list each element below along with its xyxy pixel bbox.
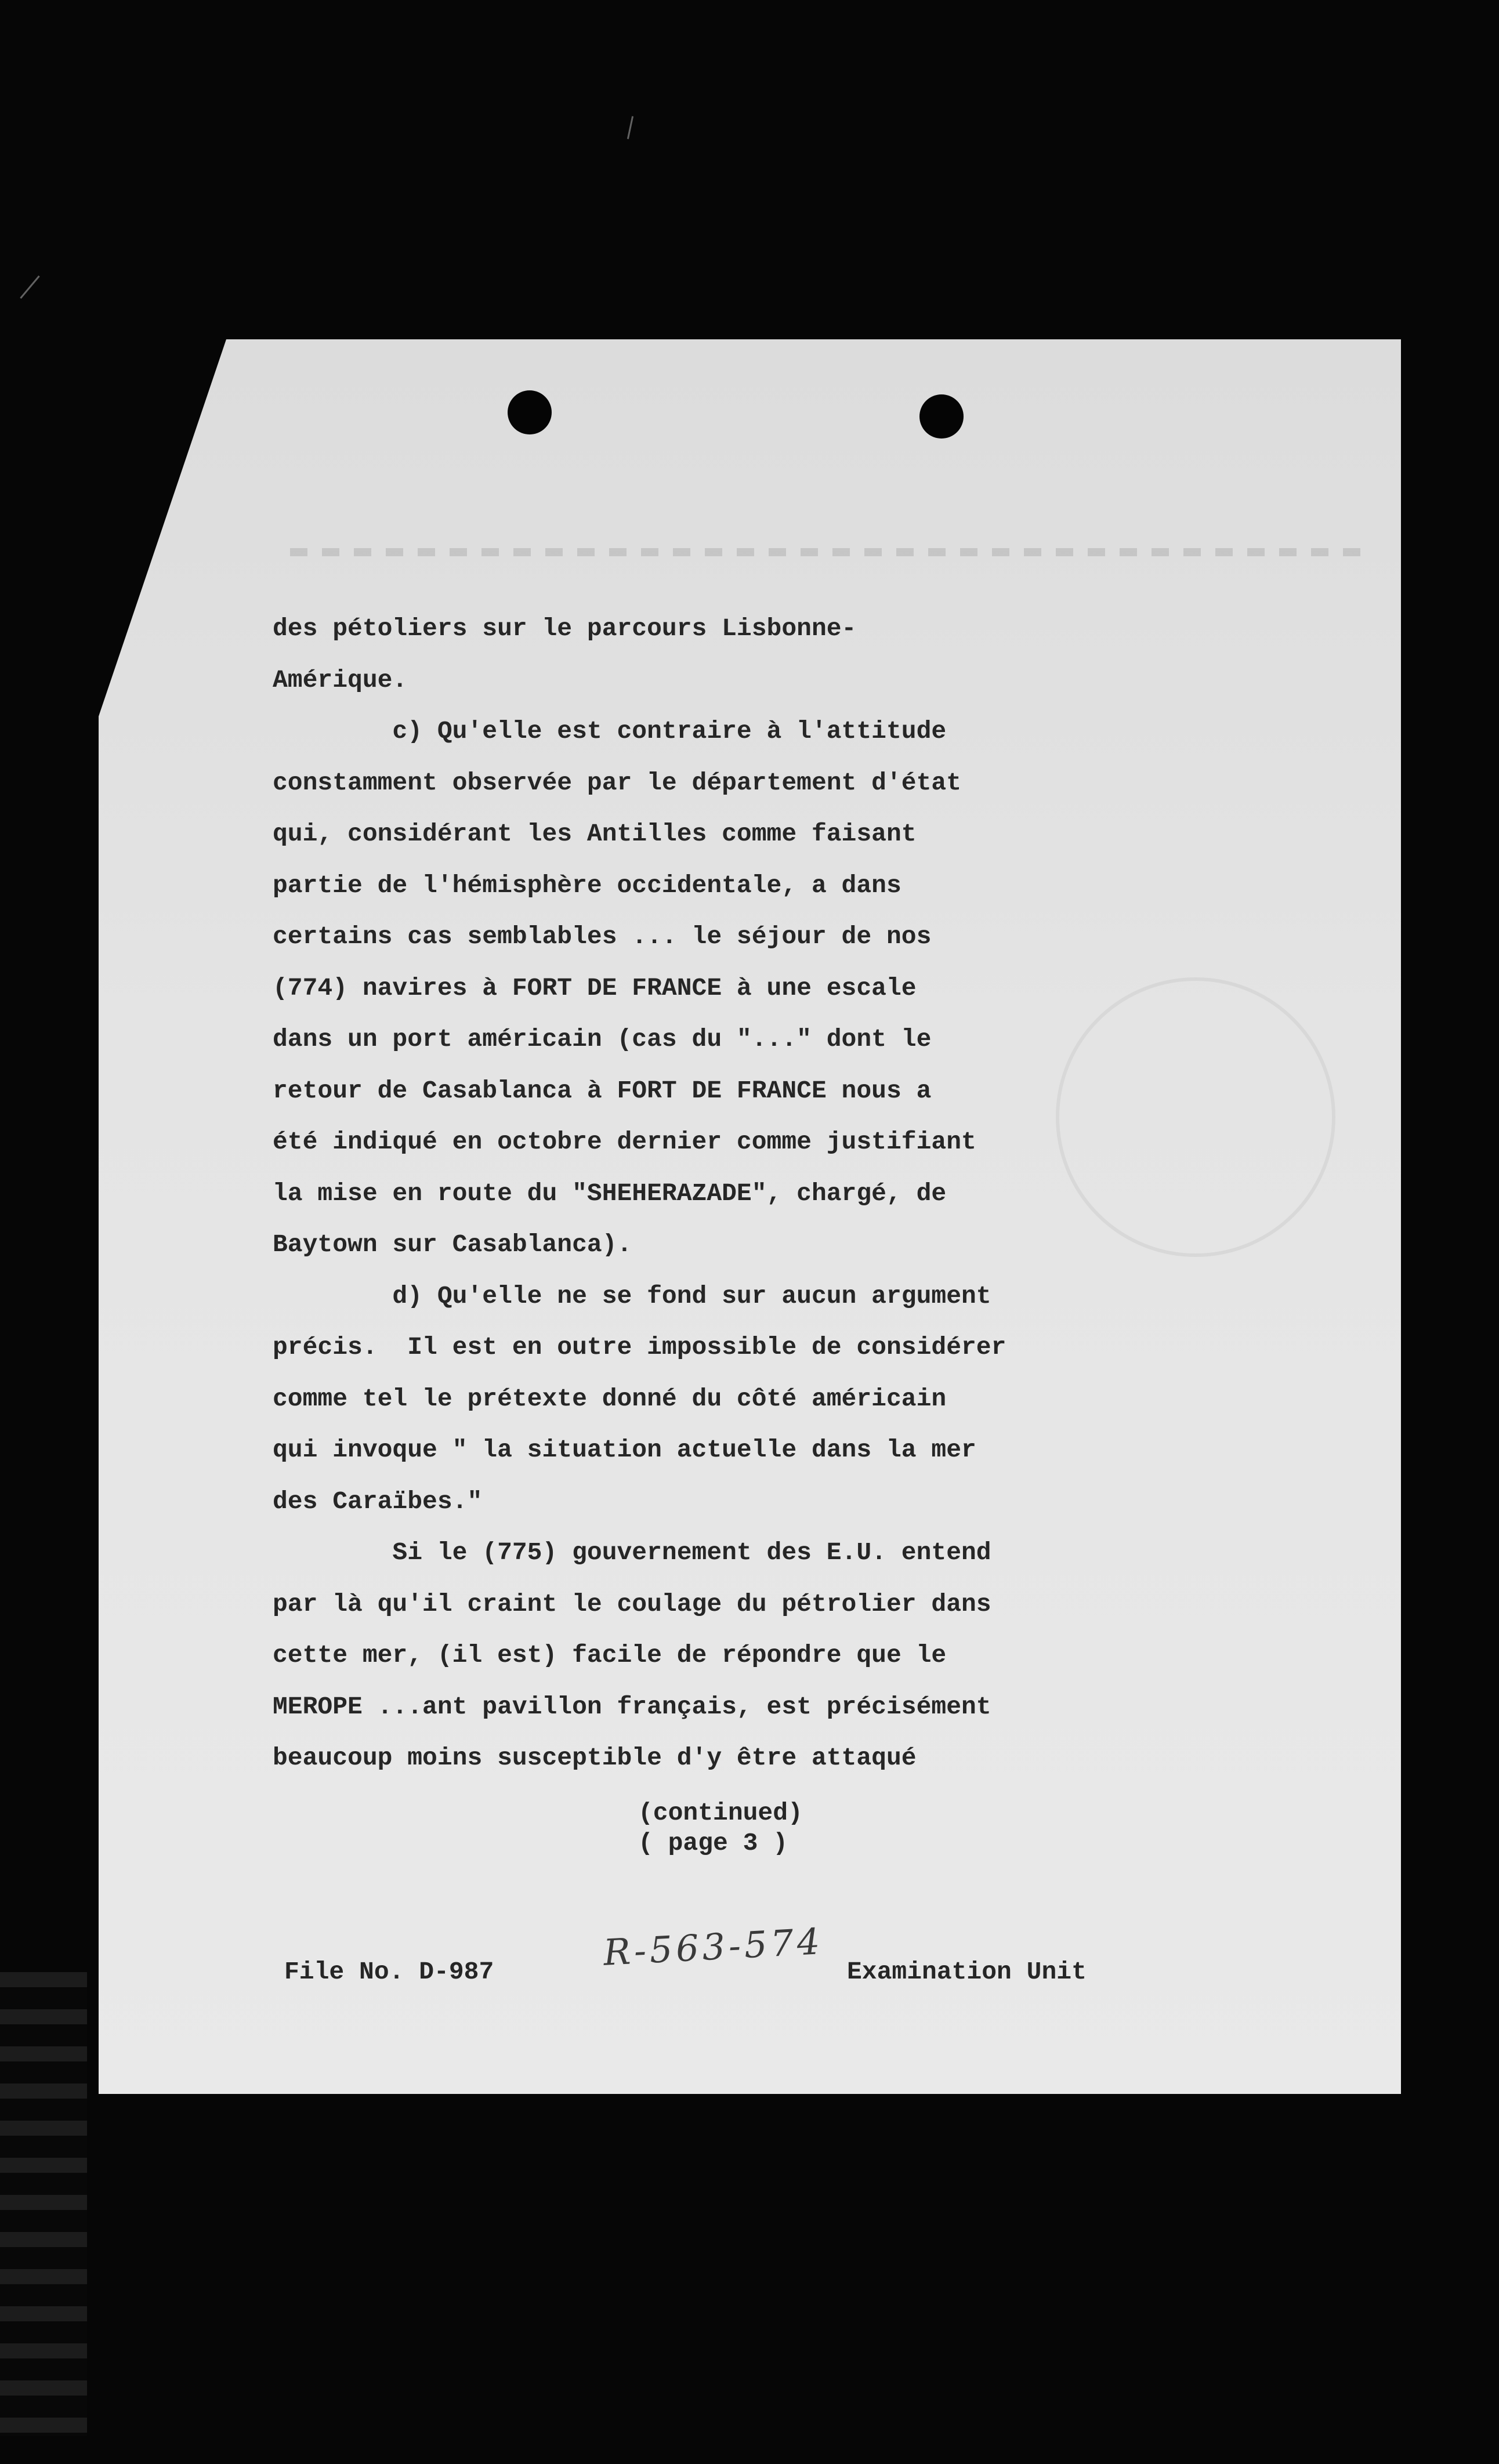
text-line: certains cas semblables ... le séjour de nos bbox=[273, 922, 932, 951]
text-line: des Caraïbes." bbox=[273, 1487, 483, 1516]
text-line: Si le (775) gouvernement des E.U. entend bbox=[273, 1538, 991, 1567]
text-line: précis. Il est en outre impossible de considérer bbox=[273, 1333, 1006, 1361]
text-line: partie de l'hémisphère occidentale, a dans bbox=[273, 871, 901, 900]
text-line: cette mer, (il est) facile de répondre que le bbox=[273, 1641, 947, 1669]
text-line: beaucoup moins susceptible d'y être attaqué bbox=[273, 1744, 917, 1772]
text-line: c) Qu'elle est contraire à l'attitude bbox=[273, 717, 947, 745]
text-line: été indiqué en octobre dernier comme justifiant bbox=[273, 1128, 976, 1156]
text-line: constamment observée par le département d'état bbox=[273, 768, 961, 797]
text-line: comme tel le prétexte donné du côté américain bbox=[273, 1384, 947, 1413]
text-line: d) Qu'elle ne se fond sur aucun argument bbox=[273, 1281, 991, 1310]
page-reference: ( page 3 ) bbox=[638, 1829, 788, 1857]
punch-hole-right bbox=[919, 394, 964, 439]
text-line: Amérique. bbox=[273, 665, 408, 694]
punch-hole-left bbox=[508, 390, 552, 434]
scratch-mark bbox=[20, 276, 39, 299]
text-line: qui invoque " la situation actuelle dans la mer bbox=[273, 1436, 976, 1464]
continued-label: (continued) bbox=[638, 1799, 803, 1827]
scratch-mark bbox=[627, 116, 633, 139]
typed-body-text bbox=[273, 603, 1236, 1784]
text-line: des pétoliers sur le parcours Lisbonne- bbox=[273, 614, 857, 643]
examination-unit-label: Examination Unit bbox=[847, 1958, 1087, 1986]
file-number: File No. D-987 bbox=[284, 1958, 494, 1986]
faded-header-line bbox=[290, 548, 1363, 556]
text-line: qui, considérant les Antilles comme faisant bbox=[273, 820, 917, 848]
text-line: Baytown sur Casablanca). bbox=[273, 1230, 632, 1259]
text-line: MEROPE ...ant pavillon français, est précisément bbox=[273, 1692, 991, 1721]
film-strip-artifact bbox=[0, 1972, 87, 2436]
text-line: dans un port américain (cas du "..." dont le bbox=[273, 1025, 932, 1053]
text-line: la mise en route du "SHEHERAZADE", chargé, de bbox=[273, 1179, 947, 1208]
text-line: par là qu'il craint le coulage du pétrolier dans bbox=[273, 1589, 991, 1618]
handwritten-reference: R-563-574 bbox=[602, 1920, 824, 1974]
continued-note bbox=[638, 1798, 803, 1858]
text-line: (774) navires à FORT DE FRANCE à une escale bbox=[273, 973, 917, 1002]
text-line: retour de Casablanca à FORT DE FRANCE nous a bbox=[273, 1076, 932, 1105]
